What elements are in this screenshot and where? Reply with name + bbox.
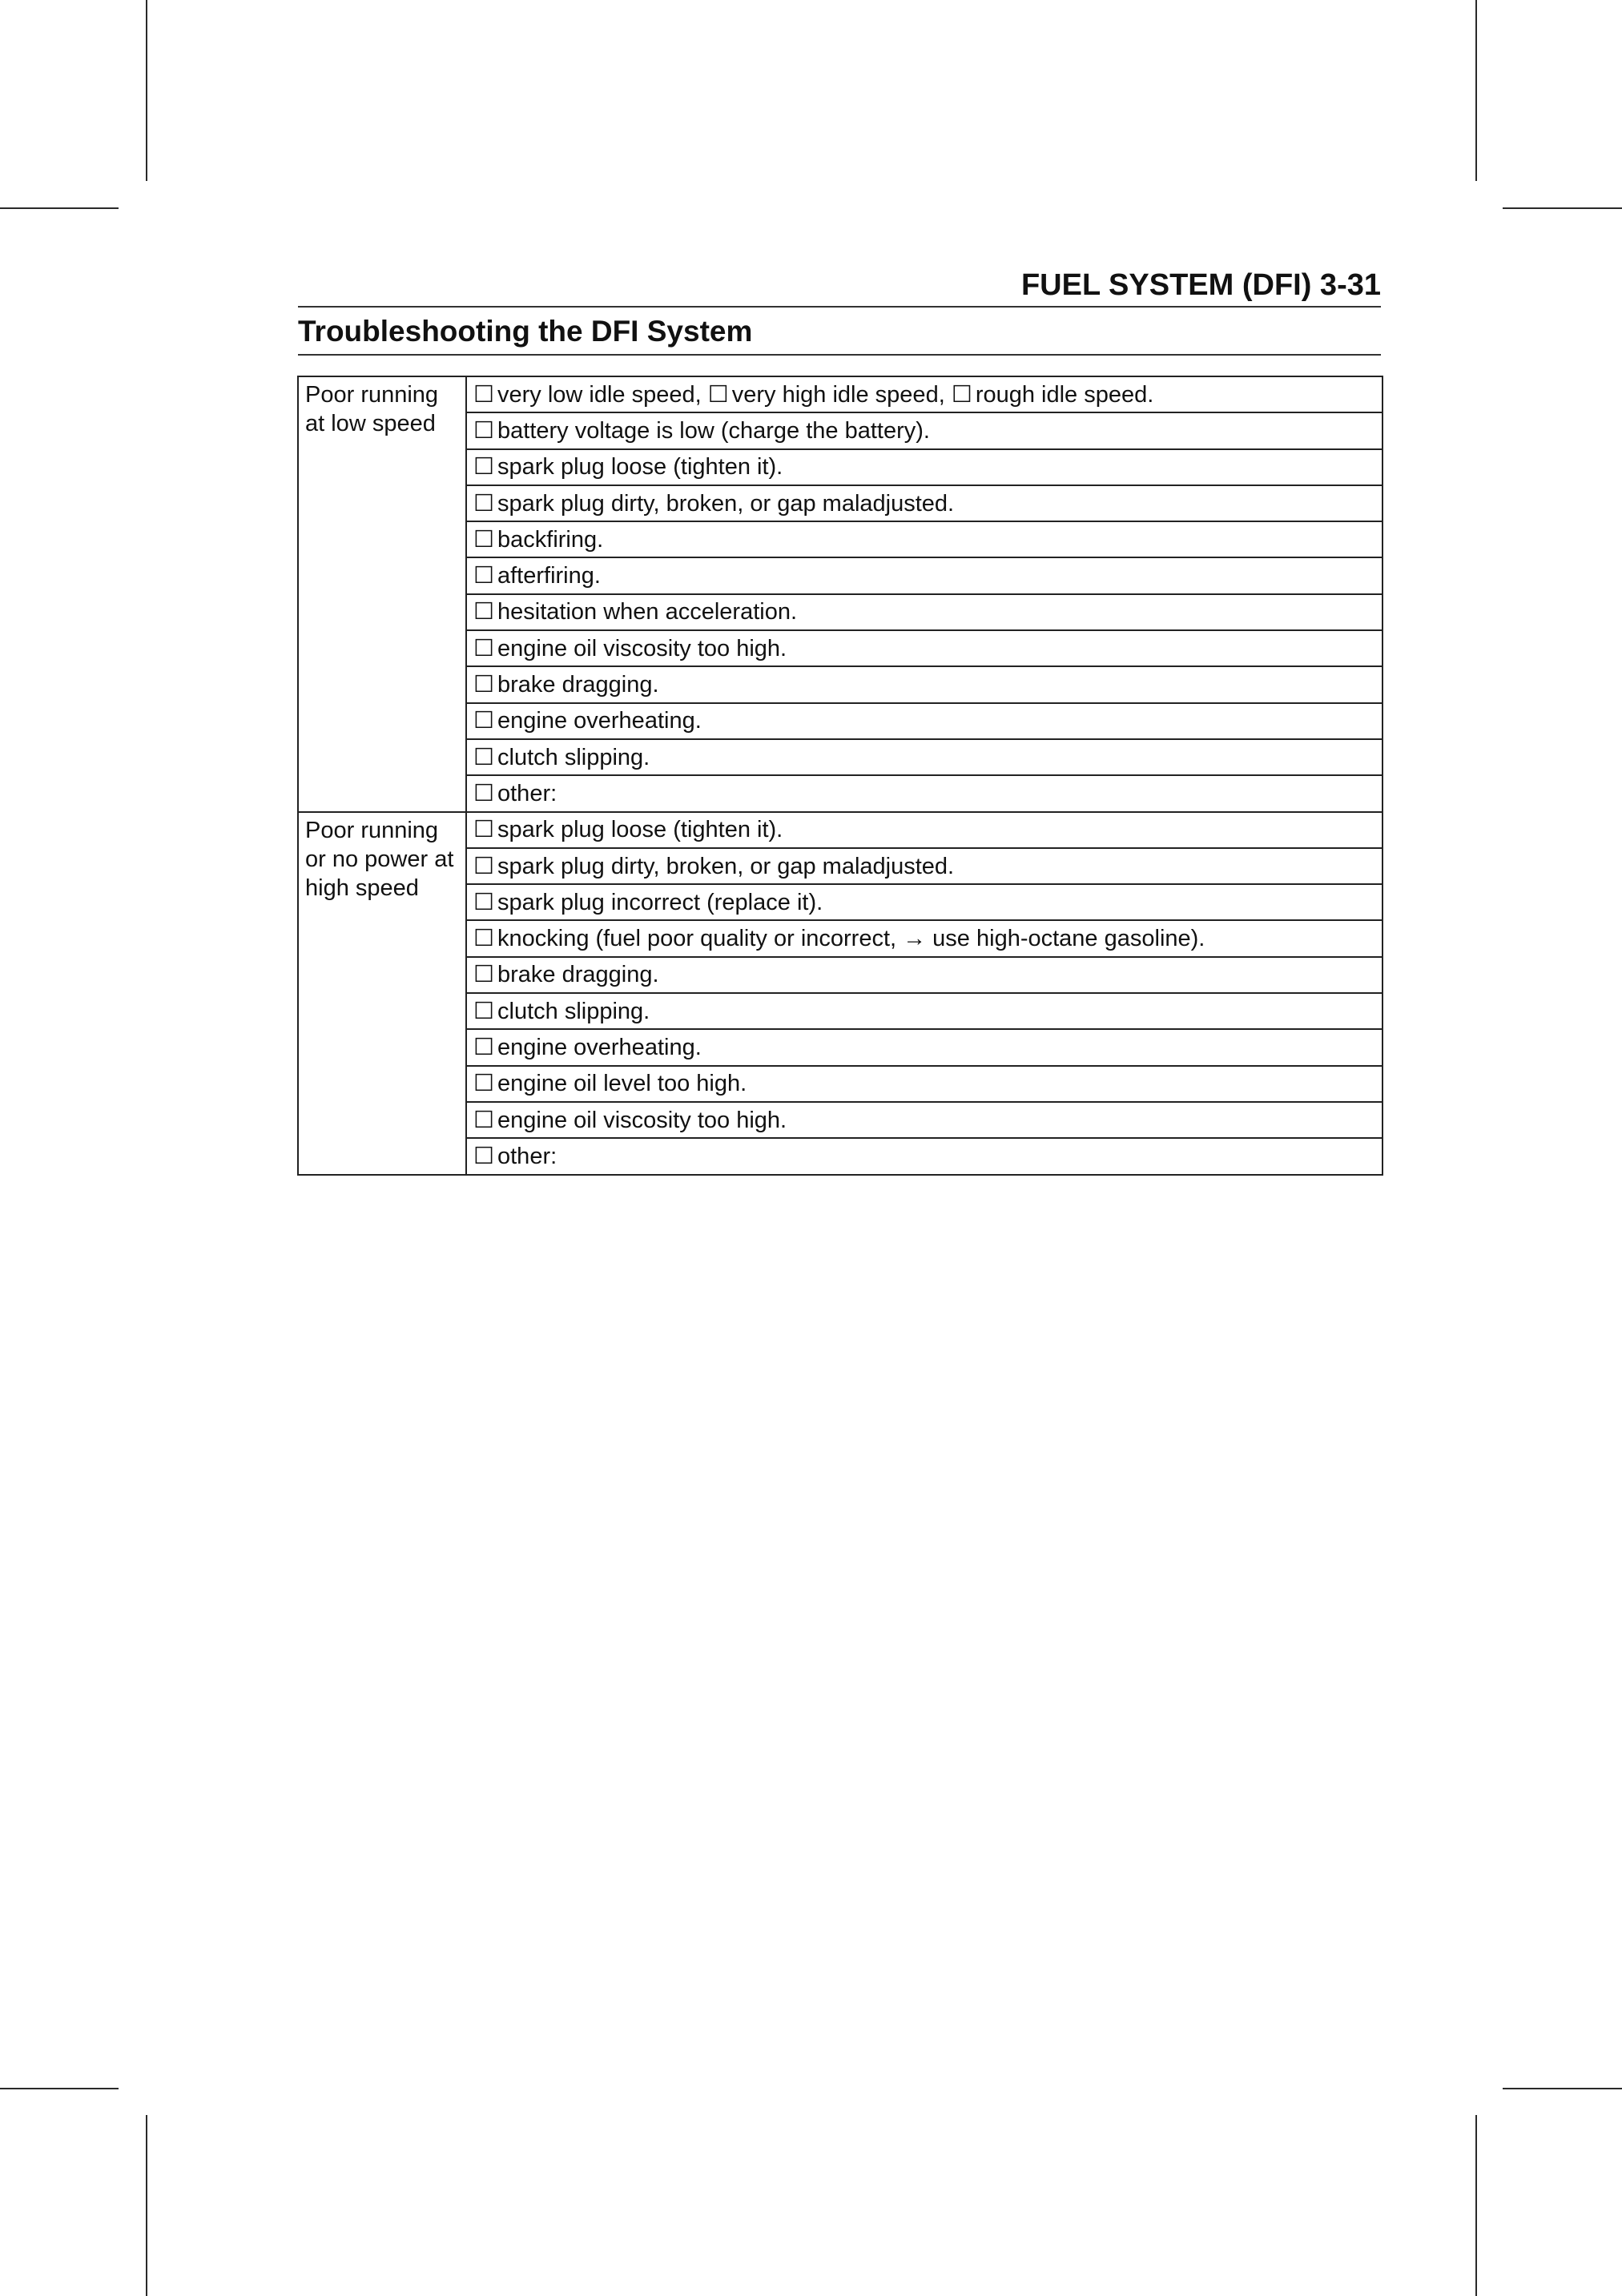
checkbox-icon: ☐: [473, 962, 494, 988]
crop-mark-bottom-left-vertical: [146, 2115, 147, 2296]
checkbox-icon: ☐: [473, 780, 494, 806]
checkbox-icon: ☐: [473, 853, 494, 879]
checklist-cell: [466, 412, 1383, 448]
checklist-cell: [466, 812, 1383, 848]
checklist-item-text: spark plug incorrect (replace it).: [497, 889, 823, 915]
checklist-item-text: other:: [497, 780, 557, 806]
checkbox-icon: ☐: [473, 454, 494, 481]
checklist-cell: [466, 848, 1383, 884]
chapter-title: FUEL SYSTEM (DFI) 3-31: [1020, 268, 1381, 302]
checklist-item-text: engine oil viscosity too high.: [497, 1107, 787, 1133]
checklist-cell: [466, 775, 1383, 811]
checkbox-icon: ☐: [473, 599, 494, 625]
checklist-item-text: spark plug loose (tighten it).: [497, 454, 783, 481]
checkbox-icon: ☐: [473, 490, 494, 517]
checklist-cell: [466, 630, 1383, 666]
checklist-item-text: engine oil level too high.: [497, 1071, 747, 1097]
checklist-item-text: very low idle speed,: [497, 381, 702, 408]
checklist-item-text: engine oil viscosity too high.: [497, 635, 787, 661]
checklist-item-text: clutch slipping.: [497, 998, 650, 1024]
checklist-cell: [466, 1029, 1383, 1065]
crop-mark-bottom-left-horizontal: [0, 2088, 119, 2089]
checklist-item-text: engine overheating.: [497, 708, 702, 734]
checklist-cell: [466, 1066, 1383, 1102]
page-header: [298, 264, 1381, 356]
checklist-item-text: other:: [497, 1143, 557, 1169]
checklist-cell: [466, 1138, 1383, 1174]
checklist-cell: [466, 957, 1383, 993]
checkbox-icon: ☐: [473, 563, 494, 589]
checklist-item-text: backfiring.: [497, 526, 604, 553]
condition-cell: Poor running at low speed: [298, 376, 466, 812]
checklist-cell: [466, 666, 1383, 702]
checklist-item-text: very high idle speed,: [731, 381, 945, 408]
crop-mark-top-right-vertical: [1475, 0, 1477, 181]
checklist-item-text: spark plug dirty, broken, or gap maladjusted.: [497, 853, 955, 879]
table-row: [298, 812, 1383, 848]
checklist-cell: [466, 884, 1383, 920]
checkbox-icon: ☐: [473, 998, 494, 1024]
checkbox-icon: ☐: [473, 635, 494, 661]
checklist-item-text: spark plug loose (tighten it).: [497, 817, 783, 843]
troubleshooting-table: [297, 376, 1383, 1176]
checklist-cell: [466, 703, 1383, 739]
crop-mark-top-left-horizontal: [0, 207, 119, 209]
checklist-item-text: clutch slipping.: [497, 744, 650, 770]
checklist-item-text: rough idle speed.: [975, 381, 1154, 408]
checklist-item-text: afterfiring.: [497, 563, 601, 589]
checkbox-icon: ☐: [473, 817, 494, 843]
checklist-cell: [466, 376, 1383, 412]
condition-cell: Poor running or no power at high speed: [298, 812, 466, 1175]
checkbox-icon: ☐: [473, 1034, 494, 1060]
checkbox-icon: ☐: [473, 381, 494, 408]
checklist-cell: [466, 485, 1383, 521]
checklist-item-text: brake dragging.: [497, 672, 659, 698]
checklist-item-text: battery voltage is low (charge the battery).: [497, 417, 930, 444]
checklist-cell: [466, 739, 1383, 775]
checkbox-icon: ☐: [473, 708, 494, 734]
crop-mark-bottom-right-vertical: [1475, 2115, 1477, 2296]
checklist-item-text: engine overheating.: [497, 1034, 702, 1060]
crop-mark-bottom-right-horizontal: [1503, 2088, 1622, 2089]
section-rule: [298, 354, 1381, 356]
checkbox-icon: ☐: [473, 889, 494, 915]
checkbox-icon: ☐: [473, 1143, 494, 1169]
checklist-item-text: hesitation when acceleration.: [497, 599, 798, 625]
table-row: [298, 376, 1383, 412]
checkbox-icon: ☐: [473, 1071, 494, 1097]
checklist-cell: [466, 449, 1383, 485]
checkbox-icon: ☐: [951, 381, 972, 408]
checkbox-icon: ☐: [473, 1107, 494, 1133]
checklist-item-text: brake dragging.: [497, 962, 659, 988]
checkbox-icon: ☐: [473, 672, 494, 698]
section-title: Troubleshooting the DFI System: [298, 315, 753, 348]
checklist-cell: [466, 1102, 1383, 1138]
checkbox-icon: ☐: [473, 526, 494, 553]
checklist-cell: [466, 594, 1383, 630]
crop-mark-top-right-horizontal: [1503, 207, 1622, 209]
crop-mark-top-left-vertical: [146, 0, 147, 181]
checkbox-icon: ☐: [707, 381, 729, 408]
checkbox-icon: ☐: [473, 744, 494, 770]
checklist-cell: [466, 557, 1383, 593]
checkbox-icon: ☐: [473, 417, 494, 444]
checklist-item-text: spark plug dirty, broken, or gap maladjusted.: [497, 490, 955, 517]
checklist-item-text: knocking (fuel poor quality or incorrect, → use high-octane gasoline).: [497, 926, 1205, 952]
checklist-cell: [466, 521, 1383, 557]
troubleshooting-table-body: [298, 376, 1383, 1175]
checklist-cell: [466, 993, 1383, 1029]
checklist-cell: [466, 920, 1383, 956]
checkbox-icon: ☐: [473, 926, 494, 952]
